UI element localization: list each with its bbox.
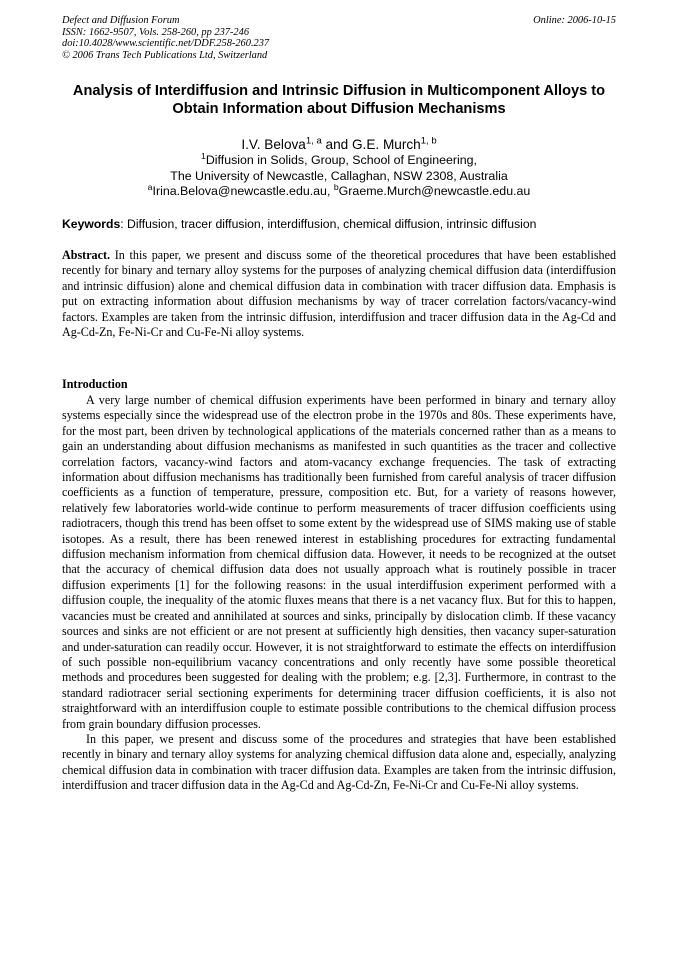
email-link[interactable]: Irina.Belova@newcastle.edu.au, <box>152 184 334 199</box>
author-superscript: 1, b <box>420 135 437 147</box>
author-conjunction: and <box>321 137 352 152</box>
email-marker: b <box>333 182 339 193</box>
issn-line: ISSN: 1662-9507, Vols. 258-260, pp 237-246 <box>62 26 250 38</box>
keywords-label: Keywords <box>62 217 121 231</box>
author-superscript: 1, a <box>305 135 322 147</box>
journal-header <box>62 15 616 61</box>
email-marker: a <box>147 182 153 193</box>
copyright-line: © 2006 Trans Tech Publications Ltd, Switzerland <box>62 49 268 61</box>
affiliation-line: The University of Newcastle, Callaghan, NSW 2308, Australia <box>170 168 508 183</box>
affiliation-marker: 1 <box>201 150 206 161</box>
doi-line: doi:10.4028/www.scientific.net/DDF.258-260.237 <box>62 38 270 50</box>
email-link[interactable]: Graeme.Murch@newcastle.edu.au <box>338 184 531 199</box>
affiliation-block <box>62 150 616 200</box>
abstract-paragraph <box>62 248 616 340</box>
paper-title: Analysis of Interdiffusion and Intrinsic Diffusion in Multicomponent Alloys to Obtain Information about Diffusion Mechanisms <box>72 83 606 117</box>
author-name: I.V. Belova <box>241 137 306 152</box>
author-line <box>62 136 616 153</box>
online-date: Online: 2006-10-15 <box>533 15 616 26</box>
body-paragraph: In this paper, we present and discuss some of the procedures and strategies that have been established recently in binary and ternary alloy systems for analyzing chemical diffusion data alone and, especially, analyzing chemical diffusion data in combination with tracer diffusion data. Examples are taken from the intrinsic diffusion, interdiffusion and tracer diffusion data in the Ag-Cd and Ag-Cd-Zn, Fe-Ni-Cr and Cu-Fe-Ni alloy systems. <box>62 731 616 793</box>
affiliation-line: $^1$Diffusion in Solids, Group, School of Engineering, <box>201 150 477 167</box>
journal-name: Defect and Diffusion Forum <box>62 15 180 26</box>
abstract-text: In this paper, we present and discuss some of the theoretical procedures that have been established recently for binary and ternary alloy systems for the purposes of analyzing chemical diffusion data (interdiffusion and intrinsic diffusion) alone and chemical diffusion data in combination with tracer diffusion data. Emphasis is put on extracting information about diffusion mechanisms by way of tracer correlation factors/vacancy-wind factors. Examples are taken from the intrinsic diffusion, interdiffusion and tracer diffusion data in the Ag-Cd and Ag-Cd-Zn, Fe-Ni-Cr and Cu-Fe-Ni alloy systems. <box>62 248 616 340</box>
author-name: G.E. Murch <box>351 137 421 152</box>
email-line <box>62 184 616 200</box>
body-paragraph: A very large number of chemical diffusion experiments have been performed in binary and ternary alloy systems especially since the widespread use of the electron probe in the 1970s and 80s. These experiments have, for the most part, been driven by technological applications of the materials concerned rather than as a means to gain an understanding about diffusion mechanisms as manifested in such quantities as the tracer and collective correlation factors, vacancy-wind factors and atom-vacancy exchange frequencies. The task of extracting information about diffusion mechanisms has traditionally been furnished from careful analysis of tracer diffusion coefficients as a function of temperature, pressure, composition etc. But, for a variety of reasons however, relatively few laboratories world-wide continue to perform measurements of tracer diffusion coefficients using radiotracers, though this trend has been offset to some extent by the widespread use of SIMS making use of stable isotopes. As a result, there has been renewed interest in establishing procedures for extracting fundamental diffusion mechanism information from chemical diffusion data. However, it needs to be recognized at the outset that the accuracy of chemical diffusion data does not usually approach what is routinely possible in tracer diffusion experiments [1] for the following reasons: in the usual interdiffusion experiment performed with a diffusion couple, the inequality of the atomic fluxes means that there is a net vacancy flux. But for this to happen, vacancies must be created and annihilated at sources and sinks, principally by dislocation climb. If these vacancy sources and sinks are not efficient or are not present at sufficiently high densities, then vacancy super-saturation and under-saturation can readily occur. However, it is not straightforward to estimate the effects on interdiffusion of such possible non-equilibrium vacancy concentrations and only recently have some possible theoretical methods and procedures been suggested for dealing with the problem; e.g. [2,3]. Furthermore, in contrast to the standard radiotracer serial sectioning experiments for determining tracer diffusion coefficients, it is also not straightforward with an interdiffusion couple to estimate possible contributions to the chemical diffusion process from grain boundary diffusion processes. <box>62 393 616 731</box>
section-heading: Introduction <box>62 377 128 391</box>
keywords-line <box>62 216 622 232</box>
introduction-body <box>62 393 616 794</box>
abstract-label: Abstract. <box>62 248 111 262</box>
keywords-text: : Diffusion, tracer diffusion, interdiffusion, chemical diffusion, intrinsic diffusion <box>120 217 537 231</box>
